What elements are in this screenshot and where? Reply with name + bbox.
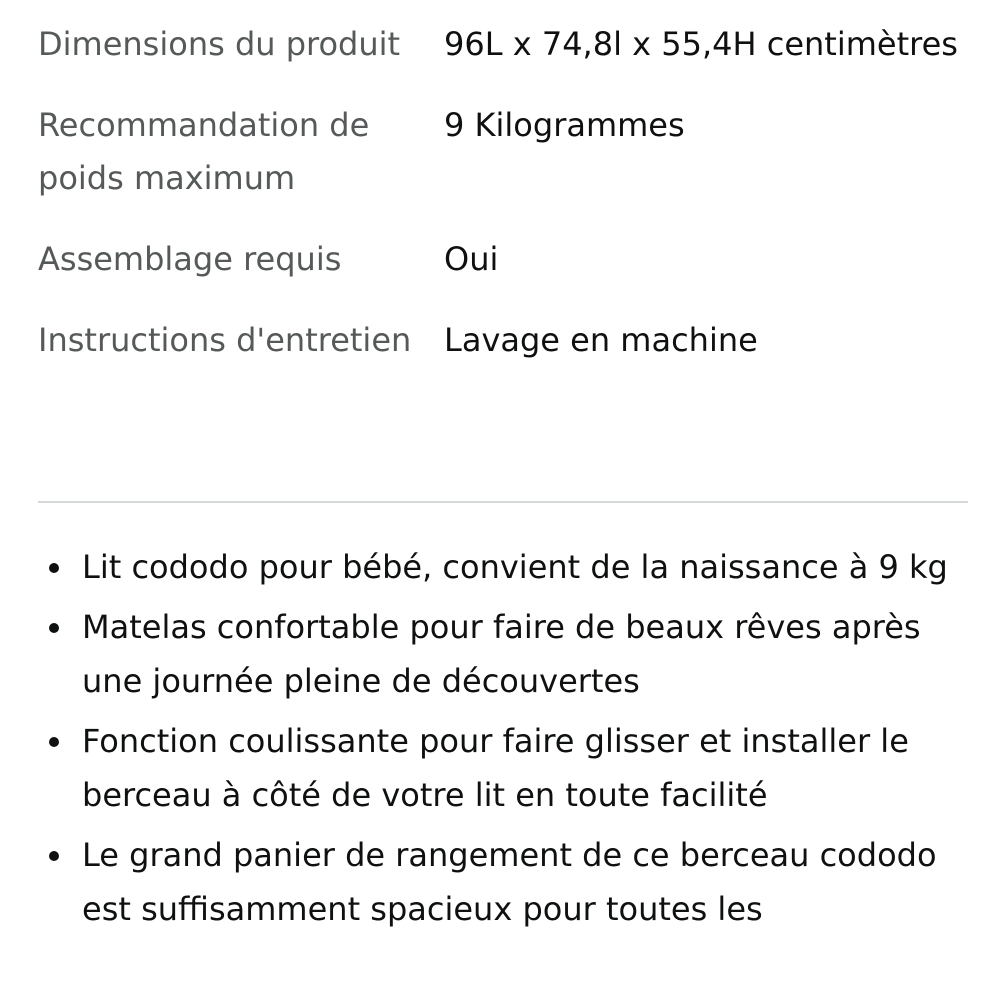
spec-label: Assemblage requis [38,240,342,278]
bullet-text: Le grand panier de rangement de ce berceau cododo est suffisamment spacieux pour toutes les [82,836,937,928]
list-item [40,714,970,822]
bullet-icon [49,563,59,573]
bullet-icon [49,851,59,861]
spec-value: Oui [444,240,499,278]
spec-value: Lavage en machine [444,321,758,359]
list-item [40,600,970,708]
spec-row-care-instructions [38,314,968,367]
bullet-text: Lit cododo pour bébé, convient de la naissance à 9 kg [82,548,948,586]
feature-bullet-list [40,540,970,942]
spec-row-assembly [38,233,968,286]
spec-label: Dimensions du produit [38,25,401,63]
list-item [40,828,970,936]
product-specs-table [38,18,968,367]
bullet-text: Matelas confortable pour faire de beaux rêves après une journée pleine de découvertes [82,608,921,700]
bullet-icon [49,737,59,747]
spec-row-dimensions [38,18,968,71]
spec-value: 96L x 74,8l x 55,4H centimètres [444,25,958,63]
list-item [40,540,970,594]
bullet-text: Fonction coulissante pour faire glisser et installer le berceau à côté de votre lit en toute facilité [82,722,909,814]
spec-row-max-weight [38,99,968,205]
spec-value: 9 Kilogrammes [444,106,685,144]
spec-label: Recommandation de poids maximum [38,106,370,197]
bullet-icon [49,623,59,633]
spec-label: Instructions d'entretien [38,321,412,359]
section-divider [38,501,968,503]
